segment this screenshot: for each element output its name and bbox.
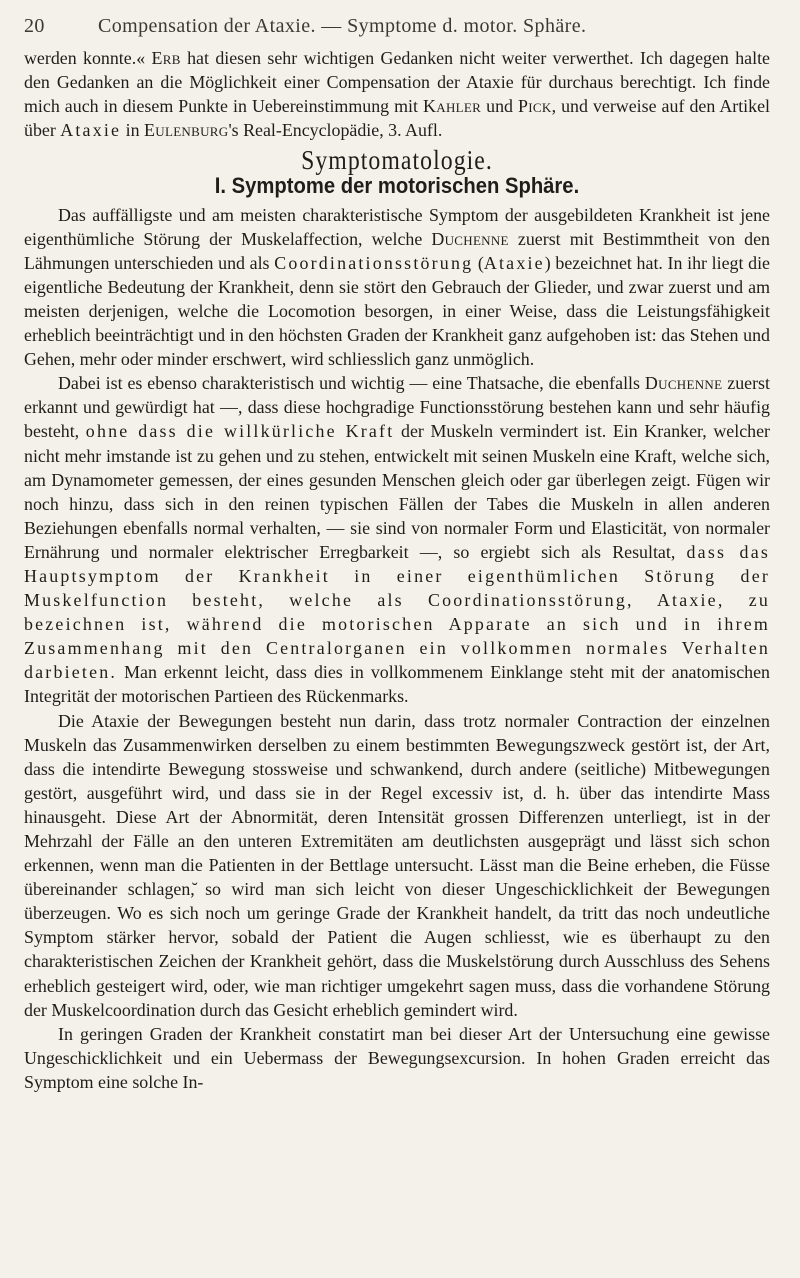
- text-run: Das auffälligste und am meisten charakteristische Symptom der ausgebildeten Krankheit ist jene eigenthümliche Störung der Muskelaffection, welche: [24, 204, 770, 249]
- text-run: ) bezeichnet hat. In ihr liegt die eigentliche Bedeutung der Krankheit, denn sie stört den Gebrauch der Glieder, und zwar zuerst und am meisten derjenigen, welche die Locomotion besorgen, in einer Weise, dass die Leistungsfähigkeit erheblich beeinträchtigt und in den höchsten Graden der Krankheit ganz aufgehoben ist: das Stehen und Gehen, mehr oder minder erschwert, wird schliesslich ganz unmöglich.: [24, 252, 770, 370]
- text-run: werden konnte.«: [24, 48, 152, 68]
- paragraph: [24, 371, 770, 708]
- author-name: Kahler: [423, 96, 482, 117]
- text-run: Man erkennt leicht, dass dies in vollkommenem Einklange steht mit der anatomischen Integrität der motorischen Partieen des Rückenmarks.: [24, 662, 770, 707]
- page-number: 20: [24, 15, 45, 37]
- text-run: zuerst erkannt und gewürdigt hat —, dass diese hochgradige Functionsstörung bestehen kann und sehr häufig besteht,: [24, 373, 770, 442]
- subsection-title: I. Symptome der motorischen Sphäre.: [214, 173, 580, 199]
- emphasis-text: Ataxie: [60, 120, 122, 141]
- text-run: hat diesen sehr wichtigen Gedanken nicht weiter verwerthet. Ich dagegen halte den Gedanken an die Möglichkeit einer Compensation der Ataxie für durchaus berechtigt. Ich finde mich auch in diesem Punkte in Uebereinstimmung mit: [24, 48, 770, 117]
- paragraph: Die Ataxie der Bewegungen besteht nun darin, dass trotz normaler Contraction der einzelnen Muskeln das Zusammenwirken derselben zu einem bestimmten Bewegungszweck gestört ist, der Art, dass die intendirte Bewegung stossweise und schwankend, durch andere (seitliche) Mitbewegungen gestört, ausgeführt wird, und dass sie in der Regel excessiv ist, d. h. über das intendirte Mass hinausgeht. Diese Art der Abnormität, deren Intensität grossen Differenzen unterliegt, ist in der Mehrzahl der Fälle an den unteren Extremitäten am deutlichsten ausgeprägt und lässt sich schon erkennen, wenn man die Patienten in der Bettlage untersucht. Lässt man die Beine erheben, die Füsse übereinander schlagen,̆ so wird man sich leicht von dieser Ungeschicklichkeit der Bewegungen überzeugen. Wo es sich noch um geringe Grade der Krankheit handelt, da tritt das noch undeutliche Symptom stärker hervor, sobald der Patient die Augen schliesst, wie es überhaupt zu den charakteristischen Zeichen der Krankheit gehört, dass die Muskelstörung durch Ausschluss des Sehens erheblich gesteigert wird, oder, wie man richtiger umgekehrt sagen muss, dass die vorhandene Störung der Muskelcoordination durch das Gesicht erheblich gemindert wird.: [24, 710, 770, 1020]
- author-name: Duchenne: [644, 373, 723, 394]
- author-name: Duchenne: [431, 228, 509, 249]
- body-text: [24, 46, 770, 1094]
- running-header: [24, 0, 770, 38]
- text-run: (: [473, 252, 484, 273]
- text-run: zuerst mit Bestimmtheit von den Lähmungen unterschieden und als: [24, 228, 770, 273]
- emphasis-text: ohne dass die willkürliche Kraft: [85, 421, 395, 442]
- text-run: Dabei ist es ebenso charakteristisch und wichtig — eine Thatsache, die ebenfalls: [58, 373, 645, 394]
- author-name: Pick: [518, 96, 552, 117]
- paragraph: In geringen Graden der Krankheit constatirt man bei dieser Art der Untersuchung eine gewisse Ungeschicklichkeit und ein Uebermass der Bewegungsexcursion. In hohen Graden erreicht das Symptom eine solche In-: [24, 1023, 770, 1092]
- running-title: Compensation der Ataxie. — Symptome d. motor. Sphäre.: [98, 15, 587, 37]
- text-run: , und verweise auf den Artikel über: [24, 96, 770, 141]
- emphasis-text: dass das Hauptsymptom der Krankheit in einer eigenthümlichen Störung der Muskelfunction besteht, welche als Coordinationsstörung, Ataxie, zu bezeichnen ist, während die motorischen Apparate an sich und in ihrem Zusammenhang mit den Centralorganen ein vollkommen normales Verhalten darbieten.: [24, 541, 771, 683]
- text-run: und: [481, 96, 519, 117]
- paragraph: [24, 203, 770, 372]
- emphasis-text: Coordinationsstörung: [274, 252, 474, 273]
- author-name: Erb: [151, 48, 181, 68]
- text-run: 's Real-Encyclopädie, 3. Aufl.: [228, 120, 443, 141]
- section-title: Symptomatologie.: [301, 145, 493, 176]
- emphasis-text: Ataxie: [483, 252, 545, 273]
- text-run: in: [121, 120, 145, 141]
- author-name: Eulenburg: [144, 120, 229, 141]
- text-run: der Muskeln vermindert ist. Ein Kranker, welcher nicht mehr imstande ist zu gehen und zu stehen, entwickelt mit seinen Muskeln eine Kraft, welche sich, am Dynamometer gemessen, der eines gesunden Menschen gleich oder gar überlegen zeigt. Fügen wir noch hinzu, dass sich in den reinen typischen Fällen der Tabes die Muskeln in allen anderen Beziehungen ebenfalls normal verhalten, — sie sind von normaler Form und Elasticität, von normaler Ernährung und normaler elektrischer Erregbarkeit —, so ergiebt sich als Resultat,: [24, 421, 770, 562]
- paragraph-continuation: [24, 46, 770, 142]
